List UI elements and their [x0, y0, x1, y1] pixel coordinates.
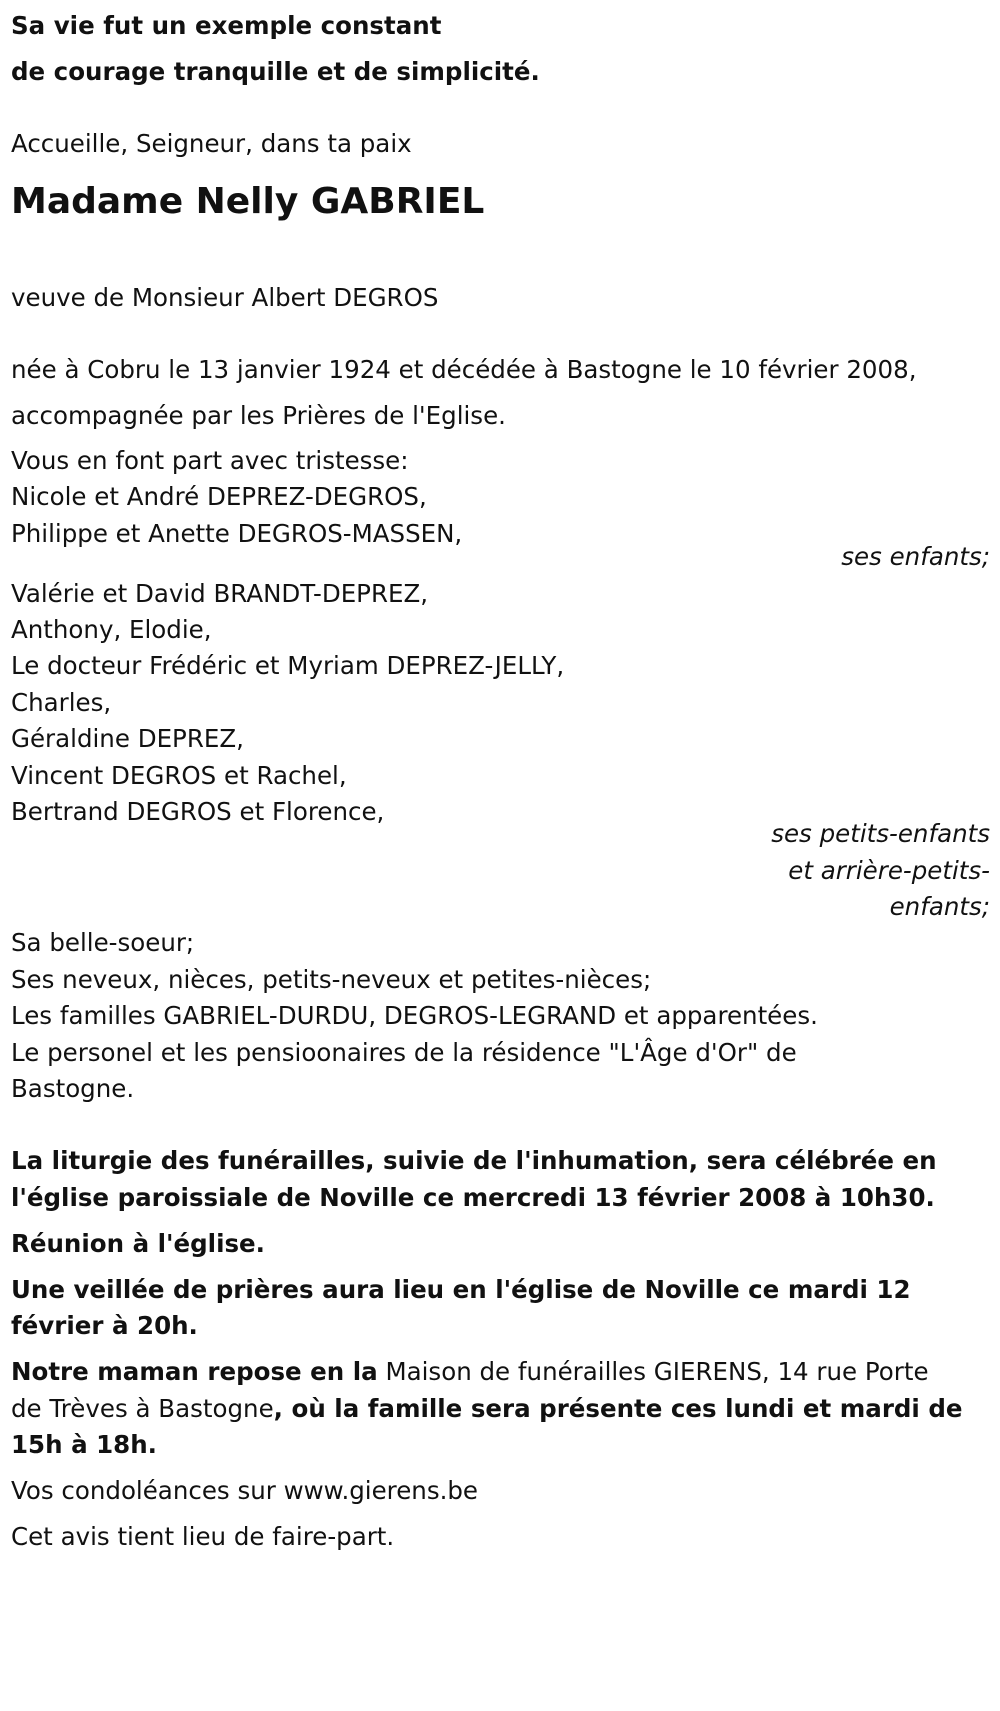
- grandchildren-role: enfants;: [889, 892, 990, 921]
- grandchild-entry: Le docteur Frédéric et Myriam DEPREZ-JELLY,: [11, 651, 565, 680]
- deceased-name: Madame Nelly GABRIEL: [11, 181, 485, 222]
- vigil-text: Une veillée de prières aura lieu en l'église de Noville ce mardi 12: [11, 1275, 911, 1304]
- rest-text: 15h à 18h.: [11, 1430, 157, 1459]
- rest-text: [11, 1389, 963, 1429]
- spouse-text: veuve de Monsieur Albert DEGROS: [11, 283, 439, 312]
- liturgy-text: La liturgie des funérailles, suivie de l'inhumation, sera célébrée en: [11, 1146, 937, 1175]
- liturgy-text: l'église paroissiale de Noville ce mercredi 13 février 2008 à 10h30.: [11, 1183, 935, 1212]
- grandchild-entry: Valérie et David BRANDT-DEPREZ,: [11, 579, 429, 608]
- rest-bold: , où la famille sera présente ces lundi et mardi de: [273, 1394, 963, 1423]
- rest-text: [11, 1352, 929, 1392]
- announce-text: Vous en font part avec tristesse:: [11, 446, 409, 475]
- other-family-entry: Sa belle-soeur;: [11, 928, 195, 957]
- other-family-entry: Ses neveux, nièces, petits-neveux et petites-nièces;: [11, 965, 652, 994]
- dates-text: née à Cobru le 13 janvier 1924 et décédée à Bastogne le 10 février 2008,: [11, 355, 917, 384]
- children-role: ses enfants;: [841, 542, 990, 571]
- grandchildren-role: et arrière-petits-: [788, 856, 990, 885]
- prayer-text: Accueille, Seigneur, dans ta paix: [11, 129, 412, 158]
- intro-line-2: de courage tranquille et de simplicité.: [11, 57, 540, 86]
- grandchild-entry: Géraldine DEPREZ,: [11, 724, 244, 753]
- other-family-entry: Le personel et les pensioonaires de la résidence "L'Âge d'Or" de: [11, 1038, 797, 1067]
- accompanied-text: accompagnée par les Prières de l'Eglise.: [11, 401, 506, 430]
- condolences-text: Vos condoléances sur www.gierens.be: [11, 1476, 478, 1505]
- rest-normal: de Trèves à Bastogne: [11, 1394, 274, 1423]
- meeting-text: Réunion à l'église.: [11, 1229, 265, 1258]
- rest-normal: Maison de funérailles GIERENS, 14 rue Porte: [377, 1357, 929, 1386]
- other-family-entry: Les familles GABRIEL-DURDU, DEGROS-LEGRAND et apparentées.: [11, 1001, 818, 1030]
- grandchild-entry: Vincent DEGROS et Rachel,: [11, 761, 347, 790]
- grandchild-entry: Charles,: [11, 688, 112, 717]
- intro-line-1: Sa vie fut un exemple constant: [11, 11, 442, 40]
- grandchild-entry: Bertrand DEGROS et Florence,: [11, 797, 385, 826]
- grandchildren-role: ses petits-enfants: [771, 819, 990, 848]
- other-family-entry: Bastogne.: [11, 1074, 135, 1103]
- vigil-text: février à 20h.: [11, 1311, 198, 1340]
- grandchild-entry: Anthony, Elodie,: [11, 615, 212, 644]
- notice-text: Cet avis tient lieu de faire-part.: [11, 1522, 395, 1551]
- child-entry: Philippe et Anette DEGROS-MASSEN,: [11, 519, 463, 548]
- child-entry: Nicole et André DEPREZ-DEGROS,: [11, 482, 427, 511]
- rest-bold: Notre maman repose en la: [11, 1357, 378, 1386]
